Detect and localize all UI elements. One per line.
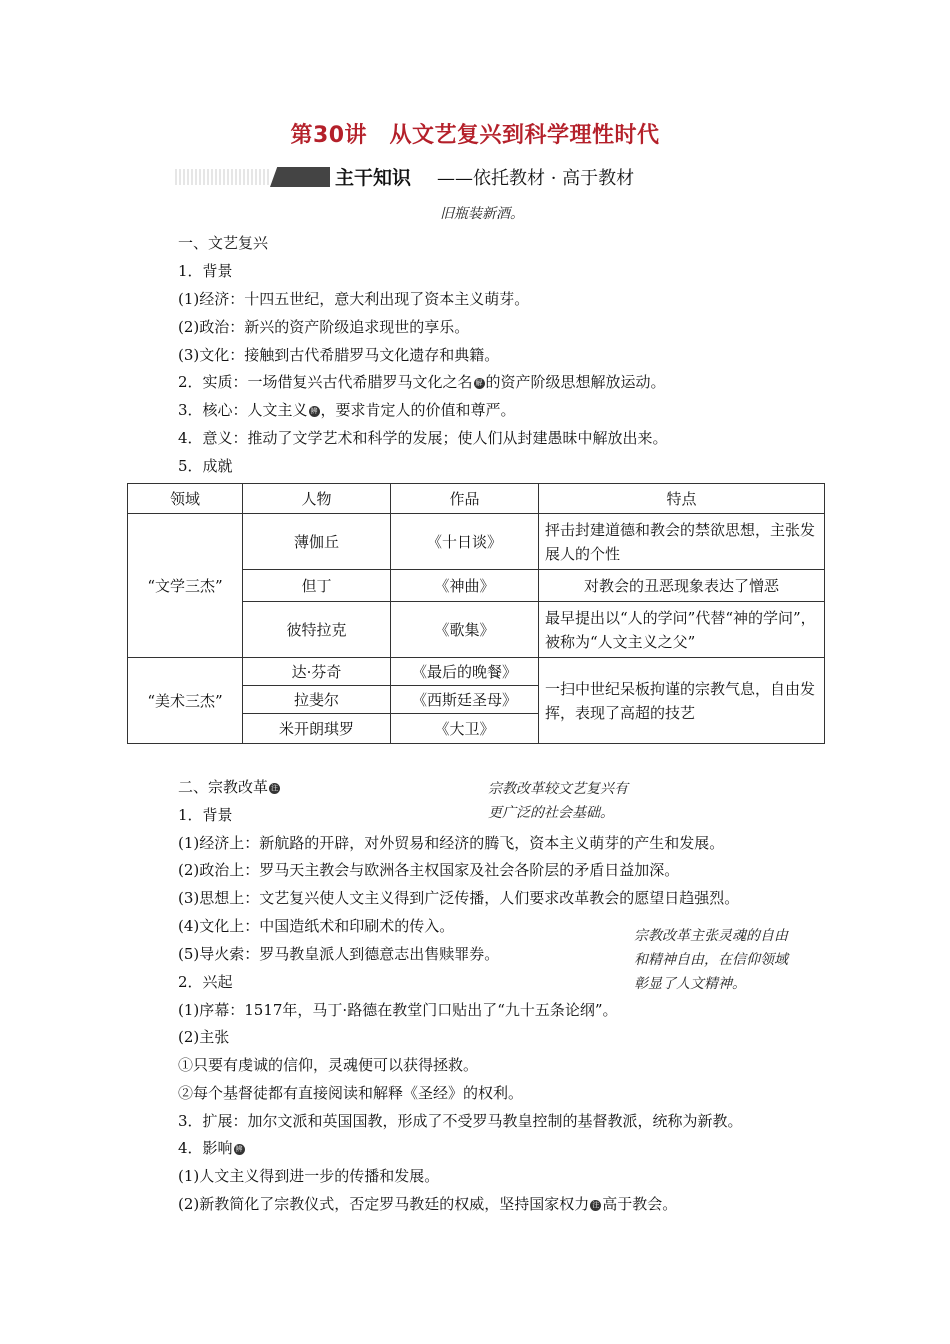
header-field: 领域 (128, 484, 243, 514)
work-cell: 《神曲》 (391, 570, 539, 602)
s2-impact-1: (1)人文主义得到进一步的传播和发展。 (178, 1167, 440, 1185)
s1-meaning: 4．意义：推动了文学艺术和科学的发展；使人们从封建愚昧中解放出来。 (178, 429, 668, 447)
person-cell: 拉斐尔 (243, 686, 391, 714)
feature-cell: 一扫中世纪呆板拘谨的宗教气息，自由发挥，表现了高超的技艺 (539, 658, 825, 744)
achievements-table (127, 483, 825, 744)
s2-prelude: (1)序幕：1517年，马丁·路德在教堂门口贴出了“九十五条论纲”。 (178, 1001, 618, 1019)
distinguish-mark-icon: 辨 (235, 1144, 243, 1153)
header-person: 人物 (243, 484, 391, 514)
s1-achievements: 5．成就 (178, 457, 233, 475)
handwritten-note-1: 旧瓶装新酒。 (440, 206, 524, 222)
s2-thought: (3)思想上：文艺复兴使人文主义得到广泛传播，人们要求改革教会的愿望日趋强烈。 (178, 889, 740, 907)
s1-economy: (1)经济：十四五世纪，意大利出现了资本主义萌芽。 (178, 290, 530, 308)
header-work: 作品 (391, 484, 539, 514)
banner-main: 主干知识 (335, 167, 412, 189)
feature-cell: 对教会的丑恶现象表达了憎恶 (539, 570, 825, 602)
feature-cell: 抨击封建道德和教会的禁欲思想，主张发展人的个性 (539, 514, 825, 570)
table-row (128, 514, 825, 570)
s2-rise: 2．兴起 (178, 973, 233, 991)
table-header-row (128, 484, 825, 514)
field-literature: “文学三杰” (128, 514, 243, 658)
handwritten-note-3-line1: 宗教改革主张灵魂的自由 (634, 928, 788, 944)
table-row (128, 658, 825, 686)
s2-claims: (2)主张 (178, 1028, 230, 1046)
handwritten-note-3-line2: 和精神自由，在信仰领域 (634, 952, 788, 968)
handwritten-note-3-line3: 彰显了人文精神。 (634, 976, 746, 992)
person-cell: 彼特拉克 (243, 602, 391, 658)
s2-impact-2b: 高于教会。 (602, 1195, 678, 1213)
person-cell: 但丁 (243, 570, 391, 602)
section2-heading-text: 二、宗教改革 (178, 778, 269, 796)
s2-impact (178, 1138, 246, 1158)
banner-sub: ——依托教材 · 高于教材 (437, 168, 635, 189)
handwritten-note-3 (634, 924, 788, 996)
note-mark-icon: 注 (592, 1200, 600, 1209)
s1-core-a: 3．核心：人文主义 (178, 401, 308, 419)
work-cell: 《大卫》 (391, 714, 539, 744)
work-cell: 《西斯廷圣母》 (391, 686, 539, 714)
note-mark-icon: 注 (271, 783, 279, 792)
s2-background: 1．背景 (178, 806, 233, 824)
s2-economy: (1)经济上：新航路的开辟，对外贸易和经济的腾飞，资本主义萌芽的产生和发展。 (178, 834, 725, 852)
s2-impact-2a: (2)新教简化了宗教仪式，否定罗马教廷的权威，坚持国家权力 (178, 1195, 590, 1213)
s1-culture: (3)文化：接触到古代希腊罗马文化遗存和典籍。 (178, 346, 500, 364)
s2-culture: (4)文化上：中国造纸术和印刷术的传入。 (178, 917, 455, 935)
s1-core-b: ，要求肯定人的价值和尊严。 (320, 401, 516, 419)
section1-heading: 一、文艺复兴 (178, 234, 269, 252)
person-cell: 米开朗琪罗 (243, 714, 391, 744)
s2-claim-1: ①只要有虔诚的信仰，灵魂便可以获得拯救。 (178, 1056, 479, 1074)
s1-essence-a: 2．实质：一场借复兴古代希腊罗马文化之名 (178, 373, 473, 391)
distinguish-mark-icon: 辨 (310, 406, 318, 415)
work-cell: 《歌集》 (391, 602, 539, 658)
work-cell: 《十日谈》 (391, 514, 539, 570)
handwritten-note-2-line2: 更广泛的社会基础。 (488, 805, 614, 821)
header-feature: 特点 (539, 484, 825, 514)
s1-politics: (2)政治：新兴的资产阶级追求现世的享乐。 (178, 318, 470, 336)
banner-block (270, 167, 330, 187)
s1-core (178, 400, 516, 420)
work-cell: 《最后的晚餐》 (391, 658, 539, 686)
handwritten-note-2-line1: 宗教改革较文艺复兴有 (488, 781, 628, 797)
field-art: “美术三杰” (128, 658, 243, 744)
s2-impact-2 (178, 1194, 677, 1214)
handwritten-note-2 (488, 777, 628, 825)
s1-essence (178, 372, 666, 392)
page-title: 第30讲 从文艺复兴到科学理性时代 (290, 123, 660, 148)
person-cell: 薄伽丘 (243, 514, 391, 570)
s2-impact-text: 4．影响 (178, 1139, 233, 1157)
section2-heading (178, 777, 281, 797)
explain-mark-icon: 解 (475, 378, 483, 387)
banner-stripes (175, 169, 270, 185)
s2-fuse: (5)导火索：罗马教皇派人到德意志出售赎罪券。 (178, 945, 500, 963)
section-banner (175, 163, 675, 191)
s2-politics: (2)政治上：罗马天主教会与欧洲各主权国家及社会各阶层的矛盾日益加深。 (178, 861, 680, 879)
feature-cell: 最早提出以“人的学问”代替“神的学问”，被称为“人文主义之父” (539, 602, 825, 658)
s1-background: 1．背景 (178, 262, 233, 280)
s2-expansion: 3．扩展：加尔文派和英国国教，形成了不受罗马教皇控制的基督教派，统称为新教。 (178, 1112, 743, 1130)
s2-claim-2: ②每个基督徒都有直接阅读和解释《圣经》的权利。 (178, 1084, 524, 1102)
person-cell: 达·芬奇 (243, 658, 391, 686)
s1-essence-b: 的资产阶级思想解放运动。 (485, 373, 666, 391)
